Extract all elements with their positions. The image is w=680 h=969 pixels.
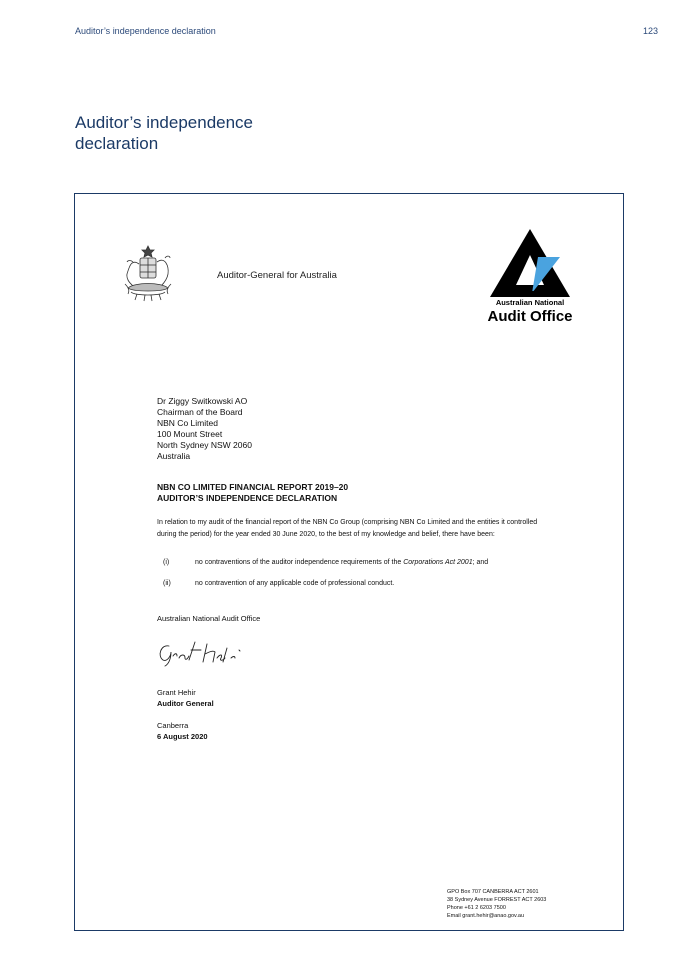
list-item-text-after: ; and [472, 559, 489, 566]
place: Canberra [157, 721, 189, 730]
recipient-name: Dr Ziggy Switkowski AO [157, 396, 248, 406]
footer-street: 38 Sydney Avenue FORREST ACT 2603 [447, 897, 547, 903]
signatory [157, 687, 214, 709]
list-item-numeral: (ii) [163, 580, 171, 587]
handwritten-signature-icon [155, 636, 265, 668]
body-paragraph: In relation to my audit of the financial report of the NBN Co Group (comprising NBN Co Limited and the entities it controlled during the period) for the year ended 30 June 2020, to the best of my knowledge and belief, there have been: [157, 519, 538, 538]
recipient-title: Chairman of the Board [157, 407, 243, 417]
date: 6 August 2020 [157, 732, 208, 741]
signatory-role: Auditor General [157, 699, 214, 708]
list-item-numeral: (i) [163, 559, 170, 566]
recipient-street: 100 Mount Street [157, 429, 223, 439]
footer-address [447, 888, 546, 920]
letter-heading-line2: AUDITOR’S INDEPENDENCE DECLARATION [157, 493, 338, 503]
recipient-country: Australia [157, 451, 191, 461]
signatory-name: Grant Hehir [157, 688, 196, 697]
page-number: 123 [642, 26, 658, 36]
act-name: Corporations Act 2001 [403, 559, 473, 566]
anao-logo-line1: Australian National [495, 298, 565, 307]
footer-email: Email grant.hehir@anao.gov.au [447, 913, 525, 919]
anao-logo [480, 229, 580, 329]
list-item-text-before: no contraventions of the auditor independence requirements of the [195, 559, 404, 566]
recipient-address [157, 396, 252, 462]
anao-triangle-logo-icon [490, 229, 570, 297]
footer-postal: GPO Box 707 CANBERRA ACT 2601 [447, 889, 539, 895]
org-name: Auditor-General for Australia [217, 270, 337, 281]
letter-heading-line1: NBN CO LIMITED FINANCIAL REPORT 2019–20 [157, 482, 349, 492]
office-name: Australian National Audit Office [157, 614, 261, 623]
declaration-letter [74, 193, 624, 931]
running-header: Auditor’s independence declaration [75, 26, 216, 36]
list-item-text [195, 579, 394, 589]
anao-logo-line2: Audit Office [487, 308, 573, 325]
footer-phone: Phone +61 2 6203 7500 [447, 905, 506, 911]
list-item-text [195, 558, 488, 568]
list-item-text-before: no contravention of any applicable code of professional conduct. [195, 580, 395, 587]
place-date [157, 720, 208, 742]
page-title: Auditor’s independence declaration [75, 113, 254, 153]
recipient-company: NBN Co Limited [157, 418, 218, 428]
letter-heading [157, 482, 348, 504]
commonwealth-coat-of-arms-icon [123, 244, 173, 302]
recipient-suburb: North Sydney NSW 2060 [157, 440, 252, 450]
